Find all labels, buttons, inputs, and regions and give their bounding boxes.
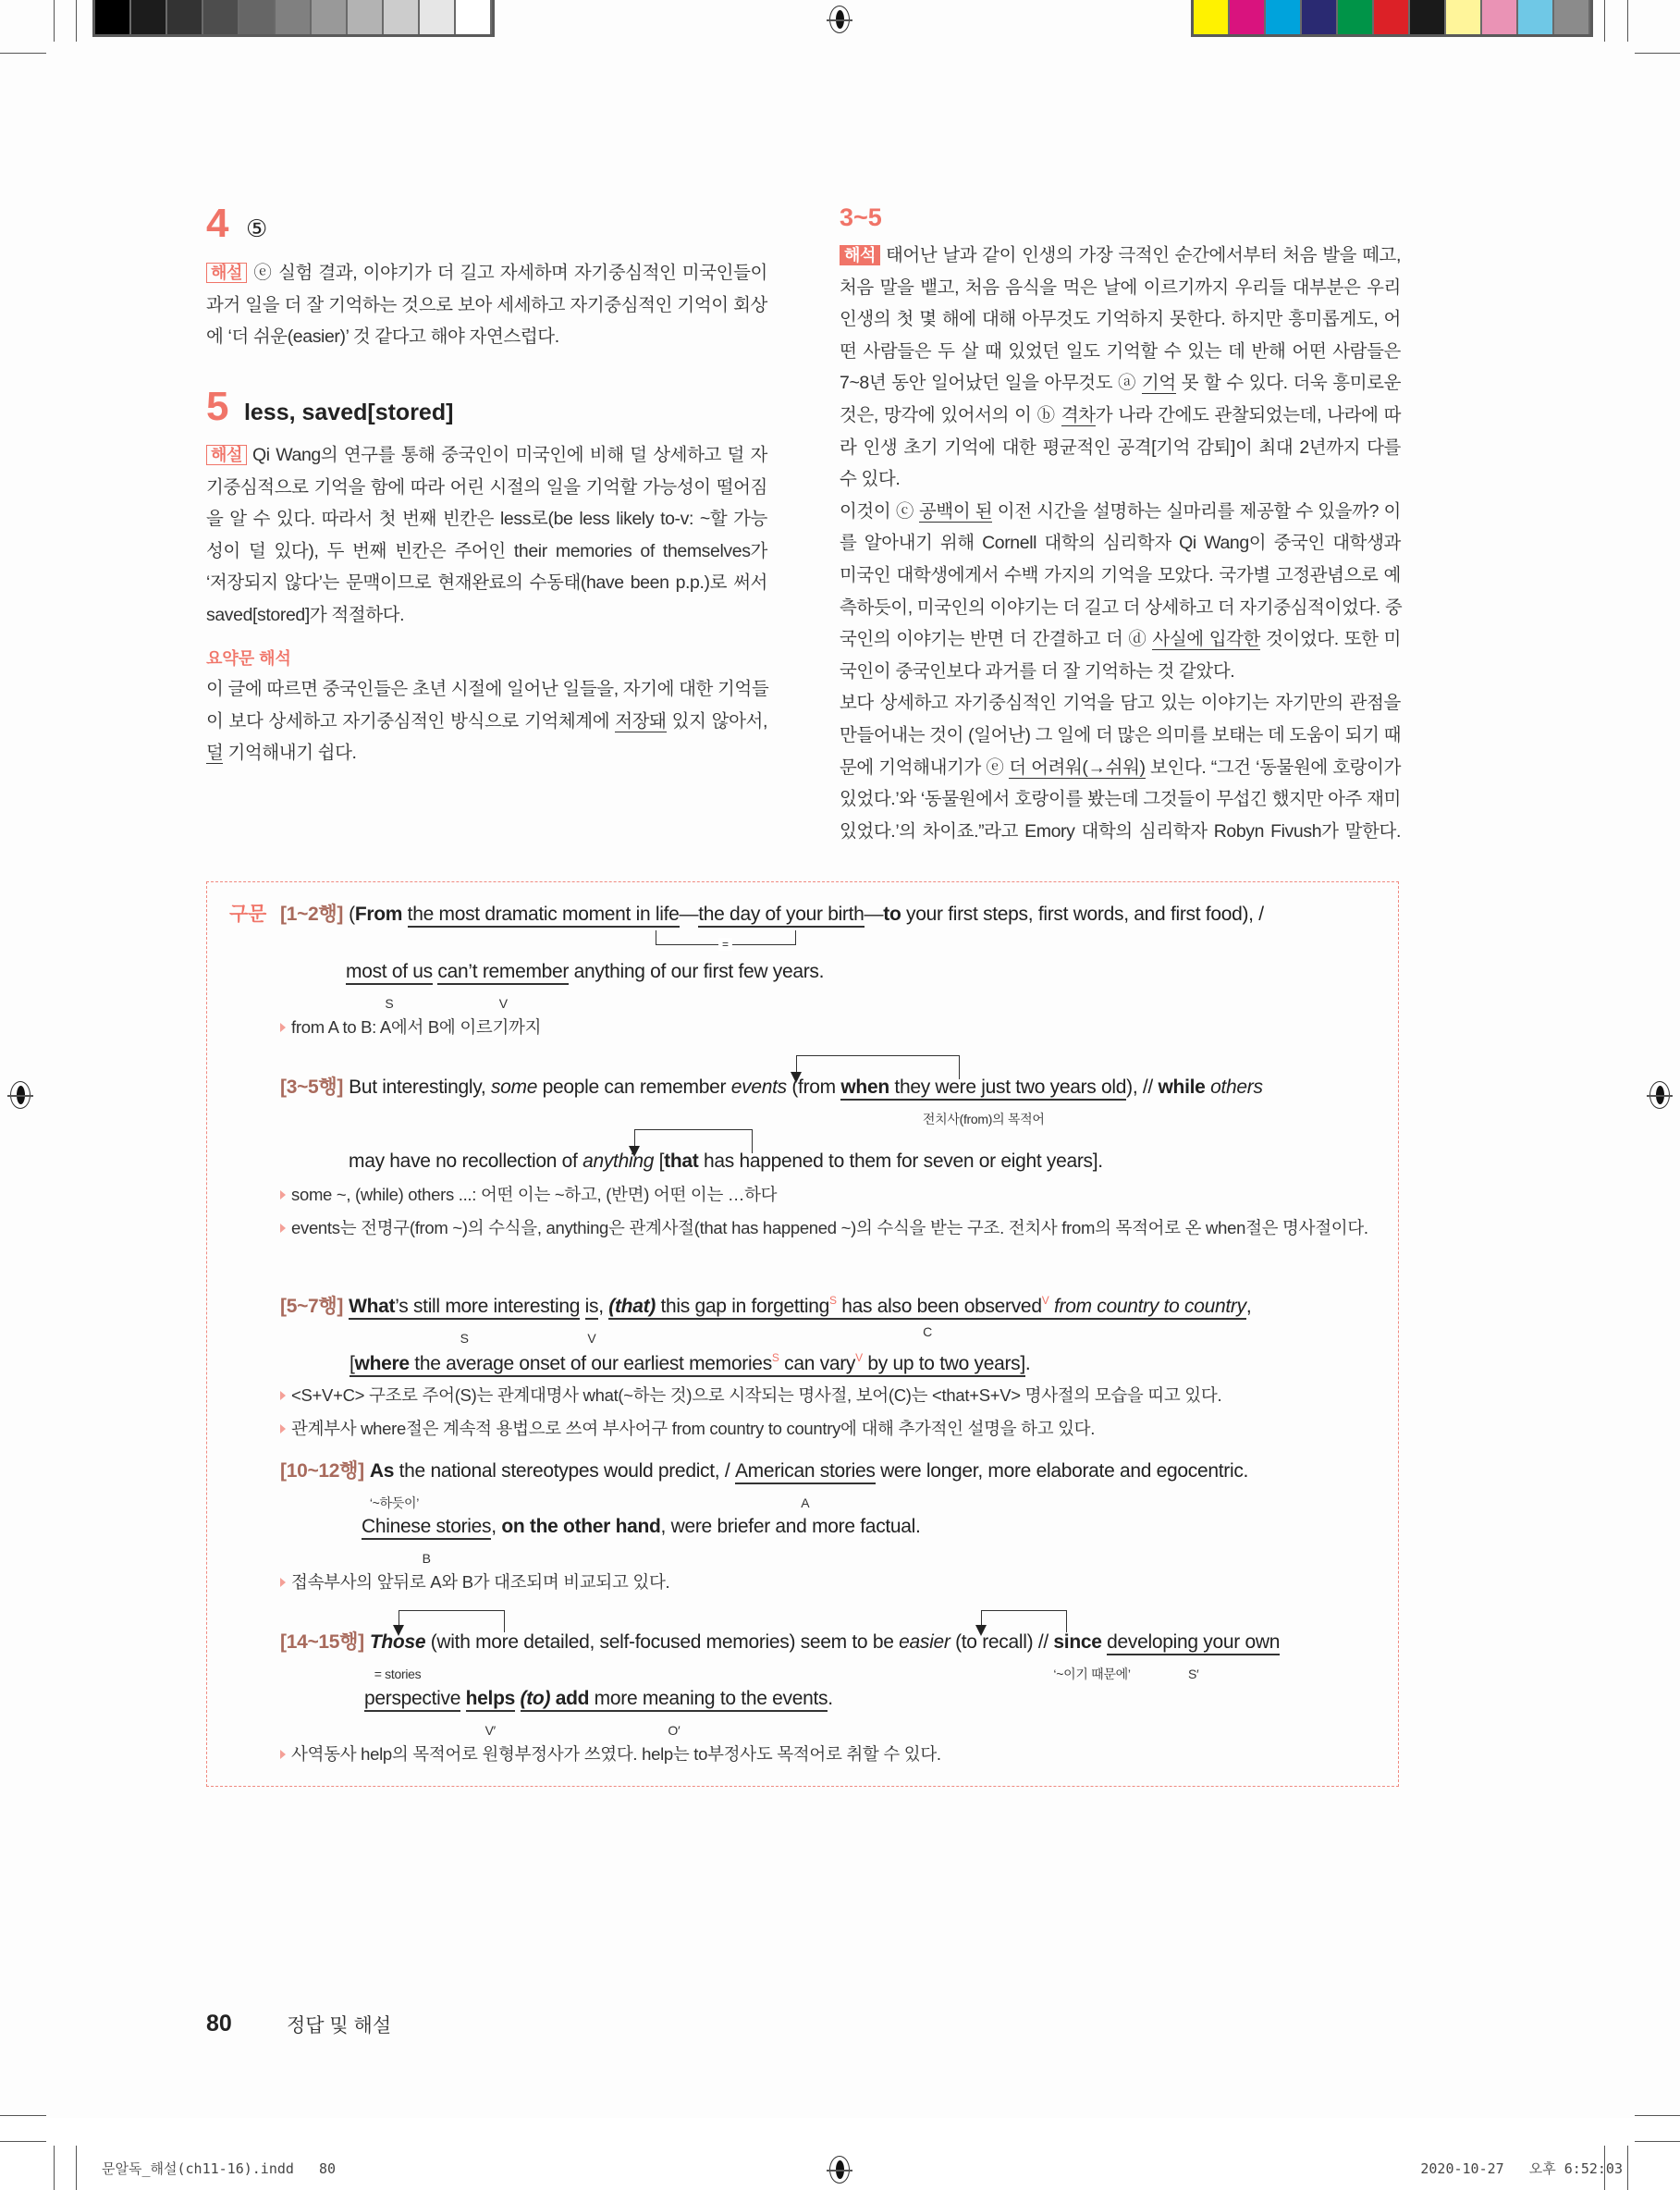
- grammar-role-label: A: [801, 1495, 810, 1510]
- color-swatch: [420, 0, 456, 34]
- text-line: [840, 340, 1401, 363]
- color-swatch: [1554, 0, 1590, 34]
- text-segment: this gap in forgetting: [655, 1296, 830, 1317]
- text-segment: 이 글에 따르면 중국인들은 초년 시절에 일어난 일들을, 자기에 대한 기억들: [206, 679, 769, 699]
- grammar-role-label: C: [923, 1324, 932, 1339]
- grammar-role-label: B: [422, 1551, 431, 1566]
- text-line: [206, 710, 767, 732]
- text-segment: has happened to them for seven or eight years].: [698, 1150, 1103, 1172]
- crop-mark: [1627, 0, 1628, 42]
- explanation-label: 해설: [206, 263, 247, 283]
- text-segment: 가 나라 간에도 관찰되었는데, 나라에 따: [1095, 405, 1402, 425]
- line-reference-tag: [10~12행]: [280, 1460, 364, 1482]
- color-swatch: [1446, 0, 1482, 34]
- color-swatch: [312, 0, 348, 34]
- segment-text: From: [354, 904, 403, 925]
- question-5-heading: [206, 384, 454, 429]
- emphasis: [491, 1077, 537, 1098]
- line-reference-tag: [14~15행]: [280, 1631, 364, 1653]
- segment-text: 공백이 된: [918, 500, 993, 522]
- grammar-sentence-line: [349, 1149, 1103, 1175]
- text-line: [840, 564, 1401, 586]
- segment-text: since: [1053, 1631, 1102, 1653]
- segment-text: anything: [582, 1150, 655, 1172]
- grammar-note: 접속부사의 앞뒤로 A와 B가 대조되며 비교되고 있다.: [280, 1566, 1371, 1599]
- segment-text: 격차: [1061, 405, 1096, 425]
- emphasis: [582, 1150, 654, 1172]
- emphasis: [1054, 1296, 1246, 1317]
- grammar-role-label: V: [498, 996, 508, 1011]
- text-segment: Qi Wang의 연구를 통해 중국인이 미국인에 비해 덜 상세하고 덜 자: [251, 445, 767, 465]
- grammar-role-label: O′: [668, 1723, 681, 1738]
- segment-text: American stories: [734, 1460, 876, 1482]
- text-line: [840, 404, 1401, 426]
- underlined-phrase: [346, 961, 433, 1011]
- segment-text: (that): [608, 1296, 656, 1317]
- keyword: [1053, 1630, 1131, 1681]
- text-segment: 기중심적으로 기억을 함에 따라 어린 시절의 일을 기억할 가능성이 떨어짐: [206, 476, 767, 498]
- registration-mark-icon: [829, 2156, 850, 2184]
- text-segment: 못 할 수 있다. 더욱 흥미로운: [1175, 373, 1401, 394]
- color-swatch: [1266, 0, 1302, 34]
- text-line: [206, 444, 767, 466]
- segment-text: the most dramatic moment in life: [407, 904, 680, 925]
- text-segment: 만들어내는 것이 (일어난) 그 일에 더 많은 의미를 보태는 데 도움이 되기 때: [840, 725, 1402, 745]
- text-segment: were longer, more elaborate and egocentric.: [875, 1460, 1249, 1482]
- line-reference-tag: [5~7행]: [280, 1296, 344, 1317]
- color-swatch: [239, 0, 276, 34]
- segment-text: 사실에 입각한: [1152, 629, 1260, 650]
- color-swatch: [1194, 0, 1230, 34]
- crop-mark: [54, 2146, 55, 2190]
- color-swatch: [1518, 0, 1554, 34]
- text-line: [840, 308, 1401, 330]
- segment-text: As: [369, 1460, 395, 1482]
- registration-mark-icon: [1649, 1081, 1670, 1109]
- color-swatch: [1482, 0, 1518, 34]
- underlined-phrase: [362, 1516, 492, 1566]
- text-segment: can vary: [779, 1353, 856, 1374]
- segment-text: S: [771, 1351, 779, 1364]
- keyword: [501, 1516, 660, 1537]
- text-segment: 있었다.’의 차이죠.”라고 Emory 대학의 심리학자 Robyn Fivush가 말한다.: [840, 820, 1401, 842]
- line-reference-tag: [1~2행]: [280, 904, 344, 925]
- text-line: [206, 678, 767, 700]
- text-segment: ⓔ 실험 결과, 이야기가 더 길고 자세하며 자기중심적인 미국인들이: [251, 263, 767, 283]
- text-segment: 성이 덜 있다), 두 번째 빈칸은 주어인 their memories of themselves가: [206, 540, 767, 561]
- text-line: [840, 277, 1401, 299]
- text-line: [840, 692, 1401, 714]
- text-segment: 처음 말을 뱉고, 처음 음식을 먹은 날에 이르기까지 우리들 대부분은 우리: [840, 277, 1401, 298]
- text-segment: 미국인 대학생에게서 수백 가지의 기억을 모았다. 국가별 고정관념으로 예: [840, 565, 1401, 585]
- section-title: 정답 및 해설: [287, 2015, 392, 2036]
- text-segment: saved[stored]가 적절하다.: [206, 605, 405, 625]
- segment-text: from country to country: [1053, 1296, 1246, 1317]
- underlined-phrase: [364, 1688, 460, 1712]
- segment-text: the day of your birth: [698, 904, 865, 925]
- segment-text: where: [354, 1353, 410, 1374]
- underlined-phrase: [1009, 757, 1145, 779]
- text-segment: the national stereotypes would predict, /: [394, 1460, 735, 1482]
- text-line: [206, 294, 767, 316]
- keyword: [355, 1353, 410, 1374]
- question-4-heading: [206, 203, 267, 244]
- text-segment: (from: [786, 1077, 841, 1098]
- slug-datetime: 2020-10-27 오후 6:52:03: [1420, 2160, 1623, 2177]
- keyword: [355, 904, 402, 925]
- keyword: [664, 1150, 698, 1172]
- segment-text: most of us: [346, 961, 433, 982]
- text-segment: 국인의 이야기는 반면 더 간결하고 더 ⓓ: [840, 629, 1153, 650]
- segment-text: S: [829, 1294, 837, 1307]
- underlined-phrase: [608, 1289, 1246, 1339]
- explanation-label: 해석: [840, 245, 880, 265]
- text-segment: 과거 일을 더 잘 기억하는 것으로 보아 세세하고 자기중심적인 기억이 회상: [206, 294, 767, 315]
- crop-mark: [1635, 2115, 1680, 2116]
- keyword: [608, 1296, 656, 1317]
- segment-text: that: [664, 1150, 699, 1172]
- segment-text: V: [1041, 1294, 1049, 1307]
- emphasis: [731, 1077, 787, 1098]
- grammar-sentence-line: [280, 902, 1264, 928]
- text-segment: 인생의 첫 몇 해에 대해 아무것도 기억하지 못한다. 하지만 흥미롭게도, 어: [840, 309, 1401, 330]
- question-number: 4: [206, 201, 229, 246]
- text-line: [206, 742, 767, 764]
- text-segment: .: [1024, 1353, 1031, 1374]
- segment-text: easier: [899, 1631, 950, 1653]
- color-swatch: [1374, 0, 1410, 34]
- grammar-sentence-line: [280, 1630, 1281, 1681]
- underlined-phrase: [349, 1347, 1025, 1377]
- keyword: [349, 1296, 395, 1317]
- text-segment: more meaning to the events: [589, 1688, 828, 1709]
- text-line: [840, 532, 1401, 554]
- underlined-phrase: [734, 1460, 876, 1510]
- text-segment: 있었다.’와 ‘동물원에서 호랑이를 봤는데 그것들이 무섭긴 했지만 아주 재미: [840, 789, 1401, 810]
- text-segment: (: [349, 904, 355, 925]
- grammar-role-label: V: [587, 1331, 596, 1346]
- text-segment: 7~8년 동안 일어났던 일을 아무것도 ⓐ: [840, 373, 1142, 394]
- segment-text: others: [1210, 1077, 1263, 1098]
- segment-text: 덜: [206, 743, 224, 764]
- segment-text: 더 어려워(→쉬워): [1009, 757, 1146, 778]
- grammar-role-label: S: [460, 1331, 469, 1346]
- crop-mark: [1635, 2141, 1680, 2142]
- text-line: [840, 724, 1401, 746]
- registration-mark-icon: [10, 1081, 31, 1109]
- underlined-phrase: [1107, 1631, 1281, 1681]
- text-line: [206, 540, 767, 562]
- text-segment: 수 있다.: [840, 469, 901, 490]
- color-swatch: [1338, 0, 1374, 34]
- segment-text: What: [349, 1296, 396, 1317]
- color-swatch: [1410, 0, 1446, 34]
- segment-text: to: [883, 904, 901, 925]
- text-segment: 에 ‘더 쉬운(easier)’ 것 같다고 해야 자연스럽다.: [206, 326, 559, 347]
- underlined-phrase: [349, 1296, 581, 1346]
- text-segment: 것이었다. 또한 미: [1260, 629, 1401, 650]
- keyword: [883, 904, 901, 925]
- underlined-phrase: [520, 1688, 828, 1738]
- text-segment: 를 알아내기 위해 Cornell 대학의 심리학자 Qi Wang이 중국인 대학생과: [840, 533, 1401, 554]
- text-segment: 라 인생 초기 기억에 대한 평균적인 공격[기억 감퇴]이 최대 2년까지 다를: [840, 437, 1401, 458]
- text-line: [840, 820, 1401, 843]
- crop-mark: [1627, 2146, 1628, 2190]
- color-swatch: [167, 0, 203, 34]
- crop-mark: [54, 0, 55, 42]
- grammar-note: from A to B: A에서 B에 이르기까지: [280, 1011, 1371, 1044]
- grammar-sentence-line: [362, 1514, 921, 1566]
- text-segment: people can remember: [537, 1077, 731, 1098]
- text-segment: [: [349, 1353, 355, 1374]
- text-segment: .: [828, 1688, 833, 1709]
- crop-mark: [76, 2146, 77, 2190]
- underlined-phrase: [1152, 629, 1260, 650]
- segment-text: add: [555, 1688, 590, 1709]
- grammar-role-label: S: [385, 996, 394, 1011]
- color-swatch: [384, 0, 420, 34]
- answer: ⑤: [245, 215, 268, 242]
- keyword: [521, 1688, 551, 1709]
- crop-mark: [1635, 53, 1680, 54]
- text-segment: —: [679, 904, 699, 925]
- text-line: [840, 788, 1401, 810]
- text-line: [206, 604, 767, 626]
- text-segment: 것은, 망각에 있어서의 이 ⓑ: [840, 405, 1061, 425]
- segment-text: is: [584, 1296, 599, 1317]
- explanation-label: 해설: [206, 445, 247, 465]
- process-color-bar: [1191, 0, 1593, 37]
- text-segment: —: [864, 904, 884, 925]
- segment-text: some: [490, 1077, 538, 1098]
- underlined-phrase: [698, 904, 864, 928]
- text-segment: 떤 사람들은 두 살 때 있었던 일도 기억할 수 있는 데 반해 어떤 사람들은: [840, 340, 1401, 362]
- summary-title: 요약문 해석: [206, 649, 291, 668]
- grammar-label: 구문: [229, 904, 266, 925]
- text-line: [206, 326, 767, 348]
- color-swatch: [1230, 0, 1266, 34]
- text-segment: (to recall) //: [950, 1631, 1054, 1653]
- segment-text: (to): [520, 1688, 551, 1709]
- text-segment: [: [654, 1150, 665, 1172]
- keyword: [556, 1688, 589, 1709]
- color-swatch: [1302, 0, 1338, 34]
- underlined-phrase: [1061, 405, 1096, 426]
- text-line: [206, 572, 767, 594]
- grammar-role-label: S′: [1187, 1667, 1199, 1681]
- text-segment: ‘저장되지 않다’는 문맥이므로 현재완료의 수동태(have been p.p.)로 써서: [206, 572, 767, 594]
- segment-text: V: [855, 1351, 863, 1364]
- segment-text: when: [840, 1077, 889, 1098]
- text-segment: 측하듯이, 미국인의 이야기는 더 길고 더 상세하고 더 자기중심적이었다. 중: [840, 597, 1403, 618]
- text-line: [840, 468, 1401, 490]
- grammar-sentence-line: [280, 1458, 1249, 1510]
- crop-mark: [76, 0, 77, 42]
- grammar-note: 관계부사 where절은 계속적 용법으로 쓰여 부사어구 from country to country에 대해 추가적인 설명을 하고 있다.: [280, 1412, 1371, 1446]
- underlined-phrase: [437, 961, 570, 1011]
- segment-text: 기억: [1141, 373, 1176, 394]
- page-number: 80: [206, 2011, 232, 2036]
- grammar-role-mark: [855, 1351, 863, 1364]
- underlined-phrase: [408, 904, 680, 928]
- segment-text: 저장돼: [615, 710, 667, 732]
- text-segment: 국인이 중국인보다 과거를 더 잘 기억하는 것 같았다.: [840, 660, 1235, 682]
- segment-text: while: [1158, 1077, 1206, 1098]
- grammar-role-label: ‘~하듯이’: [369, 1495, 420, 1510]
- grammar-notes-box: [206, 881, 1399, 1787]
- text-line: [840, 757, 1401, 779]
- text-segment: (with more detailed, self-focused memories) seem to be: [425, 1631, 900, 1653]
- text-segment: your first steps, first words, and first food), /: [901, 904, 1264, 925]
- emphasis: [899, 1631, 950, 1653]
- underlined-phrase: [206, 743, 223, 764]
- segment-text: developing your own: [1107, 1631, 1281, 1653]
- passage-heading: 3~5: [840, 203, 882, 231]
- text-line: [840, 500, 1401, 523]
- text-line: [206, 476, 767, 498]
- text-segment: 을 알 수 있다. 따라서 첫 번째 빈칸은 less로(be less likely to-v: ~할 가능: [206, 509, 767, 530]
- segment-text: events: [730, 1077, 787, 1098]
- crop-mark: [0, 53, 46, 54]
- text-segment: 태어난 날과 같이 인생의 가장 극적인 순간에서부터 처음 발을 떼고,: [885, 245, 1401, 265]
- segment-text: on the other hand: [501, 1516, 661, 1537]
- crop-mark: [0, 2141, 46, 2142]
- text-segment: may have no recollection of: [349, 1150, 583, 1172]
- text-segment: the average onset of our earliest memories: [409, 1353, 772, 1374]
- slug-filename: 문알독_해설(ch11-16).indd 80: [102, 2160, 337, 2177]
- grammar-role-label: 전치사(from)의 목적어: [922, 1112, 1045, 1126]
- grammar-role-mark: [772, 1351, 779, 1364]
- text-segment: 이것이 ⓒ: [840, 500, 919, 522]
- keyword: [840, 1077, 889, 1098]
- text-segment: But interestingly,: [349, 1077, 491, 1098]
- underlined-phrase: [584, 1296, 599, 1346]
- underlined-phrase: [1142, 373, 1176, 394]
- segment-text: perspective: [364, 1688, 461, 1709]
- text-segment: ’s still more interesting: [395, 1296, 581, 1317]
- grammar-role-mark: [829, 1294, 837, 1307]
- text-segment: 이 보다 상세하고 자기중심적인 방식으로 기억체계에: [206, 710, 616, 732]
- grammar-sentence-line: [364, 1686, 833, 1738]
- text-line: [840, 372, 1401, 394]
- text-line: [840, 437, 1401, 459]
- grammar-role-label: V′: [484, 1723, 496, 1738]
- text-segment: ,: [1245, 1296, 1252, 1317]
- question-number: 5: [206, 384, 229, 429]
- color-swatch: [276, 0, 312, 34]
- keyword: [1159, 1077, 1206, 1098]
- keyword: [369, 1458, 420, 1510]
- text-segment: 문에 기억해내기가 ⓔ: [840, 757, 1010, 778]
- grammar-role-label: = stories: [374, 1667, 422, 1681]
- grammar-sentence-line: [280, 1075, 1263, 1126]
- color-swatch: [131, 0, 167, 34]
- text-line: [840, 597, 1401, 619]
- text-line: [840, 244, 1401, 266]
- text-segment: has also been observed: [836, 1296, 1042, 1317]
- text-segment: ,: [598, 1296, 609, 1317]
- text-segment: ,: [491, 1516, 502, 1537]
- equal-mark: =: [718, 938, 732, 951]
- underlined-phrase: [840, 1077, 1127, 1126]
- text-segment: 보인다. “그건 ‘동물원에 호랑이가: [1145, 757, 1402, 778]
- text-segment: they were just two years old: [889, 1077, 1127, 1098]
- crop-mark: [0, 2115, 46, 2116]
- answer: less, saved[stored]: [243, 400, 454, 425]
- underlined-phrase: [615, 711, 666, 732]
- text-line: [840, 660, 1401, 683]
- grammar-note: events는 전명구(from ~)의 수식을, anything은 관계사절(that has happened ~)의 수식을 받는 구조. 전치사 from의 목적어로 온 when절은 명사절이다.: [280, 1212, 1371, 1245]
- color-swatch: [95, 0, 131, 34]
- segment-text: Chinese stories: [362, 1516, 492, 1537]
- color-swatch: [348, 0, 384, 34]
- text-segment: , were briefer and more factual.: [660, 1516, 921, 1537]
- color-swatch: [203, 0, 239, 34]
- text-segment: 있지 않아서,: [666, 710, 767, 732]
- text-line: [840, 628, 1401, 650]
- color-swatch: [456, 0, 492, 34]
- grammar-note: some ~, (while) others ...: 어떤 이는 ~하고, (반면) 어떤 이는 …하다: [280, 1178, 1371, 1212]
- line-reference-tag: [3~5행]: [280, 1077, 344, 1098]
- text-line: [206, 508, 767, 530]
- grammar-sentence-line: [349, 1347, 1030, 1377]
- grammar-role-label: ‘~이기 때문에’: [1053, 1667, 1131, 1681]
- keyword: [369, 1630, 426, 1681]
- segment-text: can’t remember: [437, 961, 570, 982]
- segment-text: Those: [369, 1631, 426, 1653]
- text-segment: 이전 시간을 설명하는 실마리를 제공할 수 있을까? 이: [992, 500, 1401, 522]
- grammar-note: <S+V+C> 구조로 주어(S)는 관계대명사 what(~하는 것)으로 시작되는 명사절, 보어(C)는 <that+S+V> 명사절의 모습을 띠고 있다.: [280, 1379, 1371, 1412]
- text-segment: by up to two years]: [862, 1353, 1025, 1374]
- underlined-phrase: [919, 501, 992, 523]
- crop-mark: [1604, 0, 1605, 42]
- text-segment: ), //: [1126, 1077, 1159, 1098]
- grammar-sentence-line: [280, 1289, 1252, 1346]
- text-line: [206, 262, 767, 284]
- grammar-sentence-line: [346, 959, 825, 1011]
- segment-text: helps: [465, 1688, 515, 1709]
- grayscale-color-bar: [92, 0, 495, 37]
- emphasis: [1210, 1077, 1263, 1098]
- grammar-note: 사역동사 help의 목적어로 원형부정사가 쓰였다. help는 to부정사도 목적어로 취할 수 있다.: [280, 1738, 1371, 1771]
- text-segment: 보다 상세하고 자기중심적인 기억을 담고 있는 이야기는 자기만의 관점을: [840, 693, 1401, 714]
- text-segment: 기억해내기 쉽다.: [223, 743, 357, 764]
- text-segment: anything of our first few years.: [569, 961, 825, 982]
- registration-mark-icon: [829, 6, 850, 33]
- underlined-phrase: [465, 1688, 515, 1738]
